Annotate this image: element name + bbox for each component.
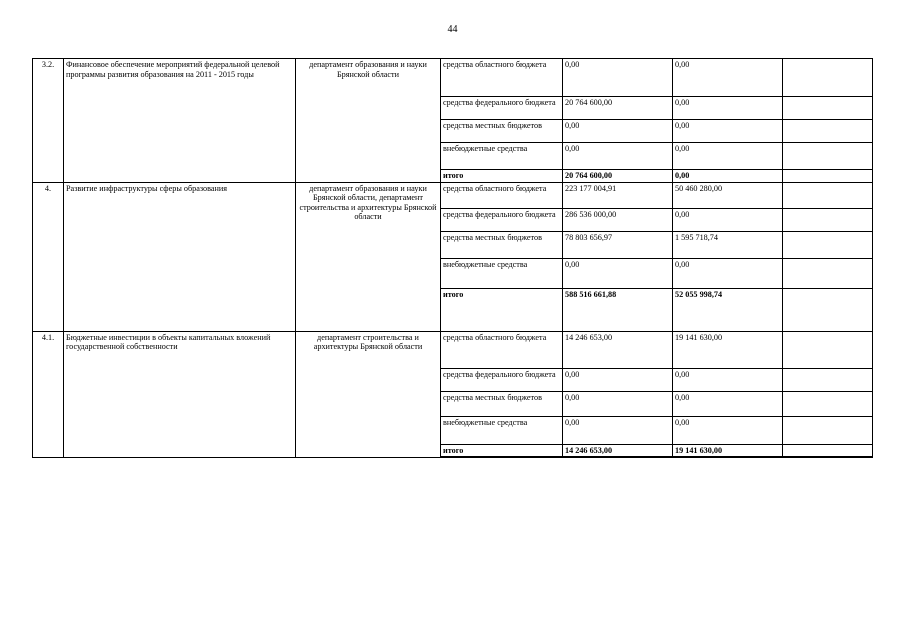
funding-source: средства местных бюджетов xyxy=(441,391,563,416)
funding-value-v3 xyxy=(783,444,873,457)
funding-value-v2: 1 595 718,74 xyxy=(673,231,783,258)
funding-value-v2: 0,00 xyxy=(673,143,783,170)
funding-value-v1: 20 764 600,00 xyxy=(563,97,673,120)
funding-value-v2: 0,00 xyxy=(673,391,783,416)
funding-value-v1: 0,00 xyxy=(563,143,673,170)
funding-table xyxy=(32,58,873,458)
funding-value-v3 xyxy=(783,368,873,391)
funding-value-v2: 0,00 xyxy=(673,97,783,120)
funding-value-v1: 14 246 653,00 xyxy=(563,331,673,368)
item-number: 4.1. xyxy=(33,331,64,457)
funding-value-v3 xyxy=(783,331,873,368)
table-row xyxy=(33,331,873,368)
funding-total-label: итого xyxy=(441,444,563,457)
funding-value-v2: 0,00 xyxy=(673,416,783,444)
funding-source: средства областного бюджета xyxy=(441,331,563,368)
funding-value-v2: 50 460 280,00 xyxy=(673,182,783,208)
funding-value-v2: 0,00 xyxy=(673,258,783,288)
table-row xyxy=(33,59,873,97)
funding-value-v1: 0,00 xyxy=(563,368,673,391)
funding-value-v2: 0,00 xyxy=(673,59,783,97)
funding-value-v3 xyxy=(783,288,873,331)
funding-value-v1: 0,00 xyxy=(563,391,673,416)
funding-value-v3 xyxy=(783,120,873,143)
funding-value-v3 xyxy=(783,258,873,288)
item-name: Бюджетные инвестиции в объекты капитальных вложений государственной собственности xyxy=(64,331,296,457)
funding-value-v2: 0,00 xyxy=(673,208,783,231)
funding-value-v1: 0,00 xyxy=(563,59,673,97)
item-number: 3.2. xyxy=(33,59,64,183)
funding-value-v2: 19 141 630,00 xyxy=(673,444,783,457)
funding-value-v1: 0,00 xyxy=(563,258,673,288)
funding-value-v1: 286 536 000,00 xyxy=(563,208,673,231)
funding-source: средства федерального бюджета xyxy=(441,208,563,231)
funding-value-v1: 20 764 600,00 xyxy=(563,170,673,183)
funding-value-v1: 588 516 661,88 xyxy=(563,288,673,331)
funding-value-v3 xyxy=(783,416,873,444)
funding-value-v1: 0,00 xyxy=(563,120,673,143)
funding-source: средства федерального бюджета xyxy=(441,97,563,120)
funding-total-label: итого xyxy=(441,288,563,331)
funding-value-v3 xyxy=(783,170,873,183)
funding-source: средства местных бюджетов xyxy=(441,120,563,143)
funding-source: средства местных бюджетов xyxy=(441,231,563,258)
funding-value-v3 xyxy=(783,59,873,97)
funding-value-v1: 78 803 656,97 xyxy=(563,231,673,258)
funding-value-v3 xyxy=(783,208,873,231)
funding-value-v2: 0,00 xyxy=(673,120,783,143)
item-name: Финансовое обеспечение мероприятий федеральной целевой программы развития образования на 2011 - 2015 годы xyxy=(64,59,296,183)
item-responsible: департамент строительства и архитектуры Брянской области xyxy=(296,331,441,457)
funding-total-label: итого xyxy=(441,170,563,183)
funding-source: внебюджетные средства xyxy=(441,416,563,444)
funding-source: внебюджетные средства xyxy=(441,258,563,288)
funding-value-v3 xyxy=(783,231,873,258)
item-responsible: департамент образования и науки Брянской области xyxy=(296,59,441,183)
funding-value-v2: 0,00 xyxy=(673,170,783,183)
funding-value-v3 xyxy=(783,182,873,208)
table-row xyxy=(33,182,873,208)
funding-source: средства областного бюджета xyxy=(441,182,563,208)
funding-value-v3 xyxy=(783,97,873,120)
item-name: Развитие инфраструктуры сферы образования xyxy=(64,182,296,331)
funding-value-v1: 0,00 xyxy=(563,416,673,444)
funding-value-v2: 0,00 xyxy=(673,368,783,391)
funding-value-v3 xyxy=(783,143,873,170)
funding-value-v3 xyxy=(783,391,873,416)
funding-value-v1: 14 246 653,00 xyxy=(563,444,673,457)
funding-value-v1: 223 177 004,91 xyxy=(563,182,673,208)
funding-source: средства федерального бюджета xyxy=(441,368,563,391)
funding-value-v2: 19 141 630,00 xyxy=(673,331,783,368)
item-responsible: департамент образования и науки Брянской области, департамент строительства и архитектуры Брянской области xyxy=(296,182,441,331)
item-number: 4. xyxy=(33,182,64,331)
funding-source: внебюджетные средства xyxy=(441,143,563,170)
funding-source: средства областного бюджета xyxy=(441,59,563,97)
page-number: 44 xyxy=(447,24,458,35)
funding-value-v2: 52 055 998,74 xyxy=(673,288,783,331)
